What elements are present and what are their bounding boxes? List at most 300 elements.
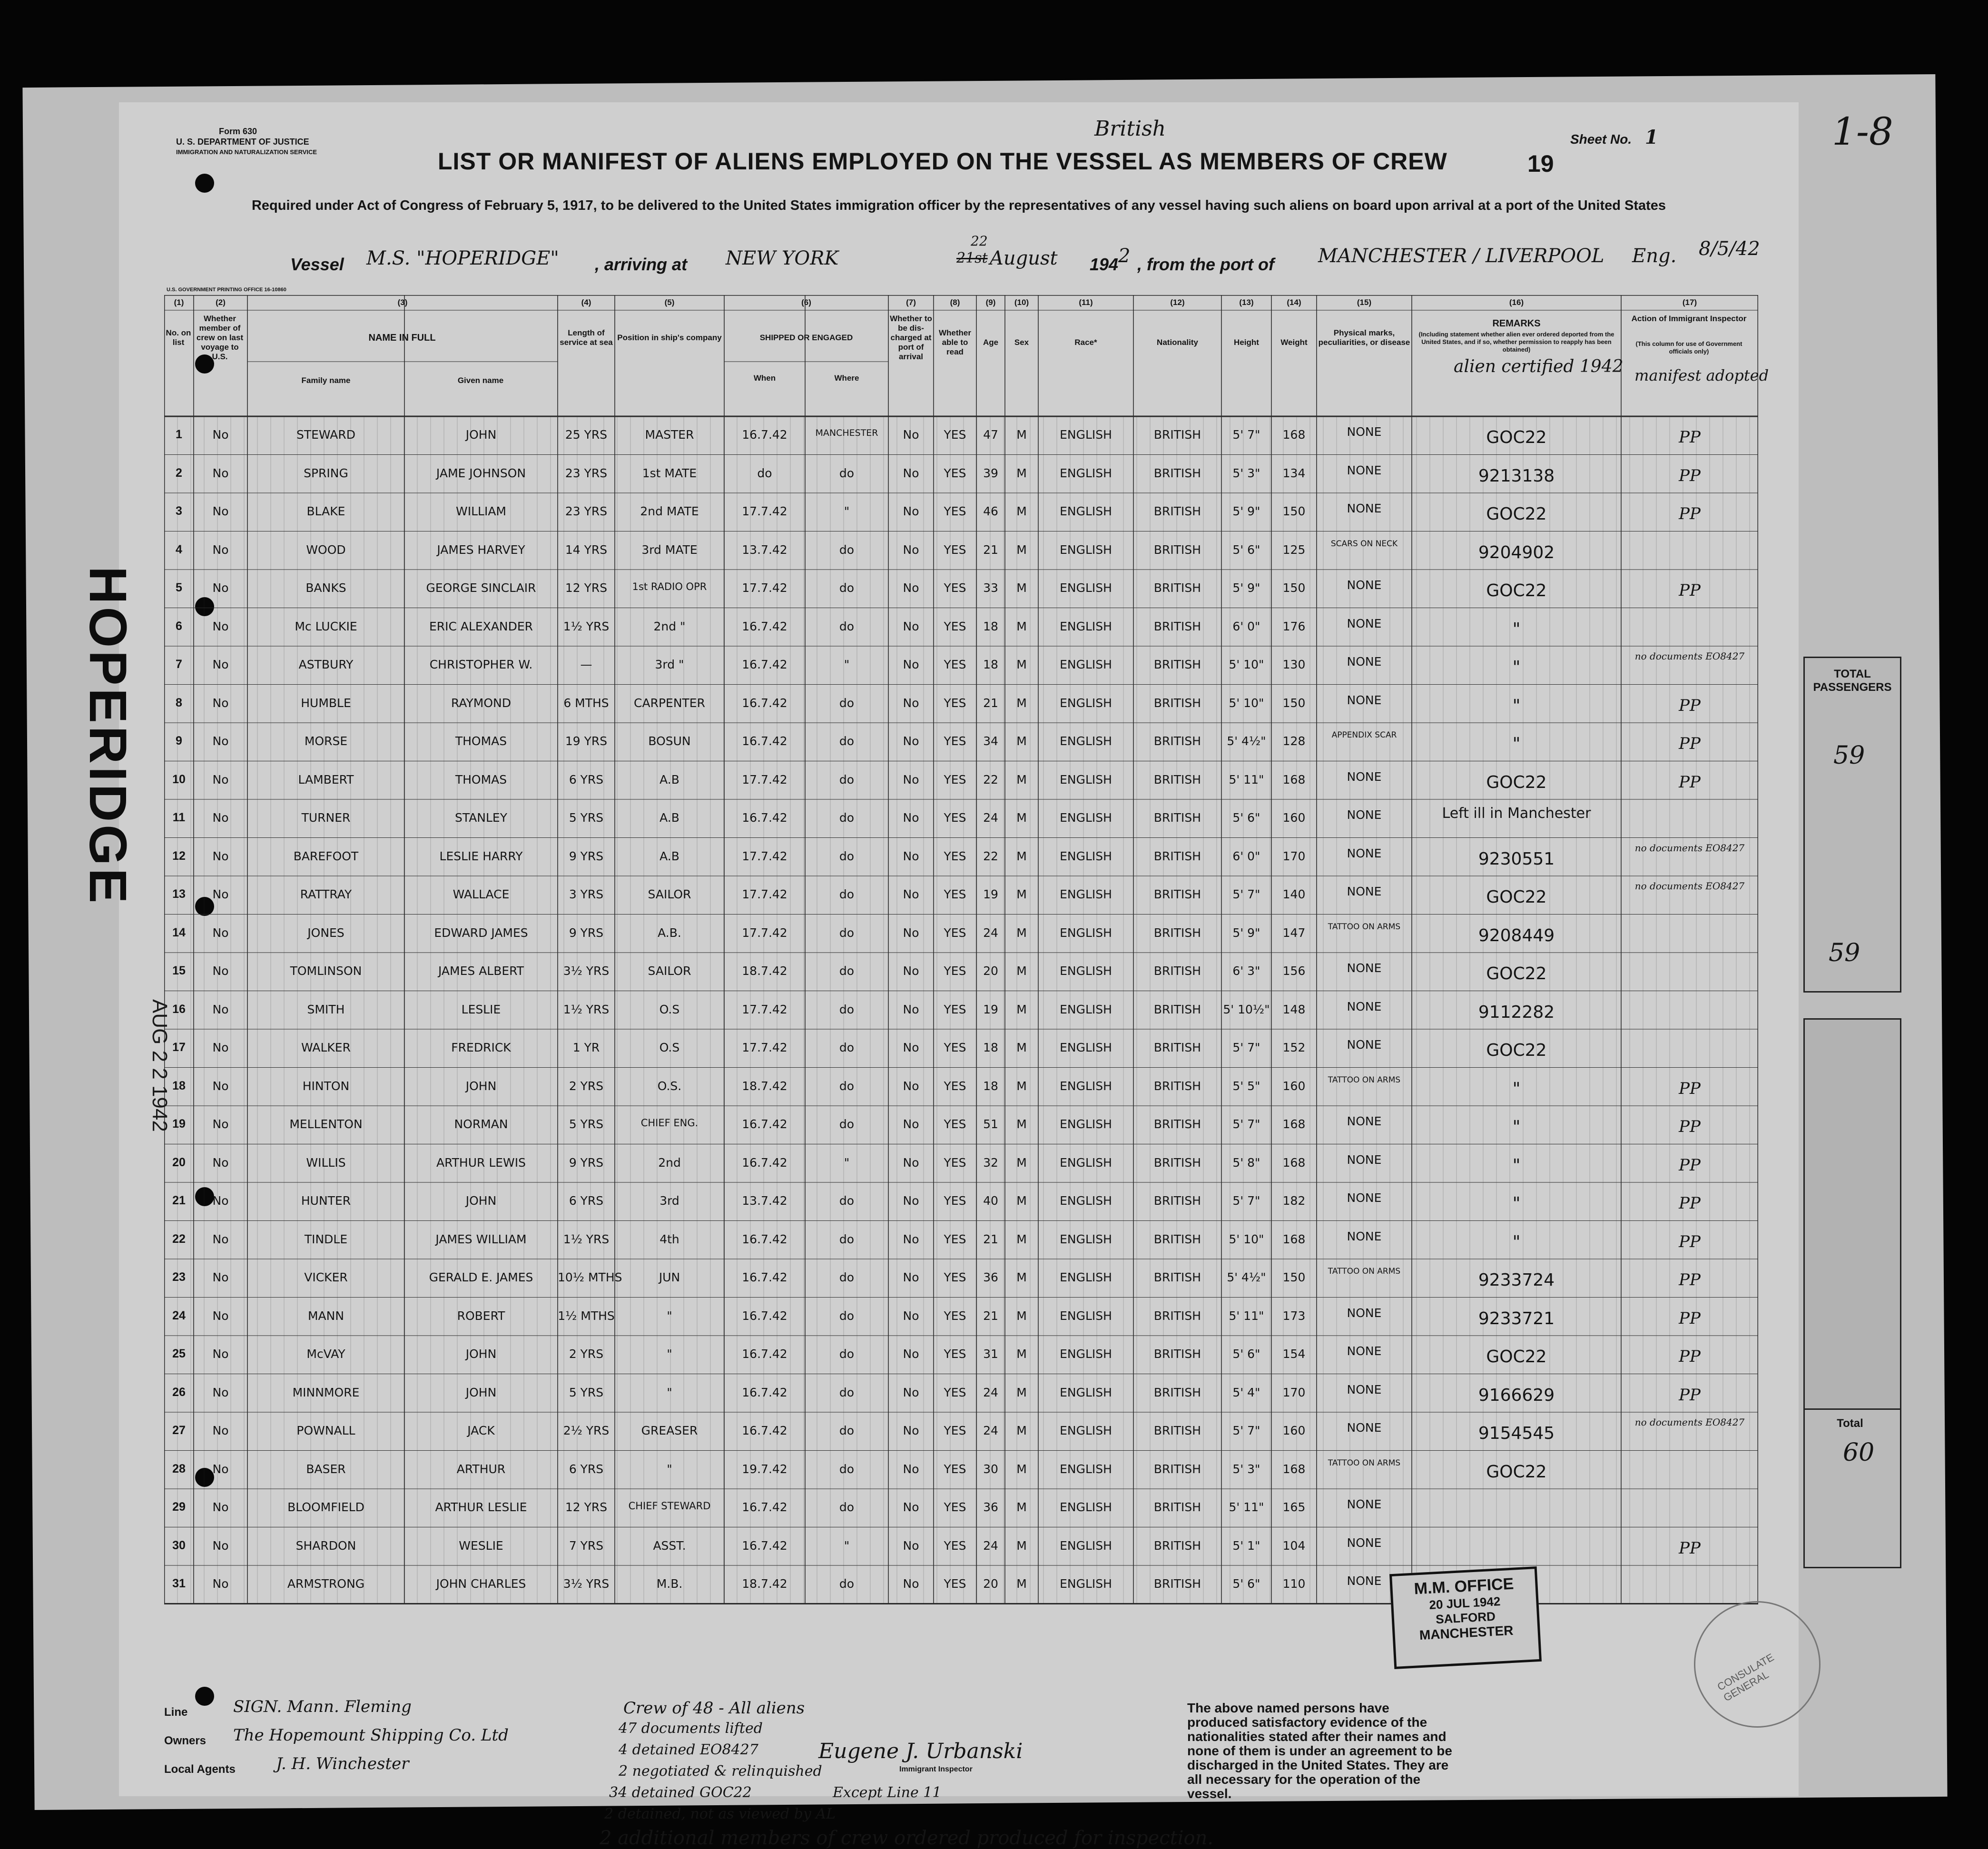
header-height: Height [1234,338,1259,347]
position: ASST. [653,1538,686,1553]
remarks: GOC22 [1486,1462,1547,1482]
row-number: 13 [172,887,186,901]
sex: M [1016,1155,1027,1170]
given-name: ROBERT [457,1308,505,1323]
totals-slip-1 [1803,657,1901,993]
position: " [667,1462,672,1476]
race: ENGLISH [1060,658,1112,671]
title-annotation: British [1094,117,1166,141]
inspector-action: PP [1679,1232,1701,1251]
remarks: 9233724 [1478,1270,1555,1290]
shipped-where: do [839,849,855,863]
family-name: JONES [307,925,344,940]
physical-marks: SCARS ON NECK [1330,539,1398,549]
shipped-where: do [839,1385,855,1399]
race: ENGLISH [1060,1041,1112,1054]
column-number: (7) [906,298,916,307]
family-name: POWNALL [296,1424,355,1437]
column-number: (3) [397,298,408,307]
race: ENGLISH [1060,1424,1112,1437]
table-row [164,953,1758,991]
length-of-service: 2½ YRS [563,1424,610,1437]
sex: M [1016,619,1027,633]
height: 5' 10" [1229,658,1264,671]
remarks: " [1512,696,1521,716]
total-value-3: 60 [1843,1438,1875,1467]
position: MASTER [645,428,694,442]
shipped-when: do [757,466,772,480]
row-number: 24 [172,1308,186,1322]
physical-marks: TATTOO ON ARMS [1328,1075,1401,1085]
physical-marks: NONE [1347,808,1382,822]
weight: 168 [1282,1462,1306,1476]
given-name: ARTHUR LEWIS [436,1155,526,1170]
line-value: SIGN. Mann. Fleming [233,1697,412,1716]
column-number: (14) [1287,298,1301,307]
position: 3rd " [655,658,684,671]
length-of-service: 19 YRS [565,734,608,748]
sex: M [1016,849,1027,863]
column-number: (11) [1079,298,1093,307]
shipped-when: 17.7.42 [742,772,787,787]
able-to-read: YES [944,658,966,671]
department-name: U. S. DEPARTMENT OF JUSTICE [176,137,309,147]
owners-label: Owners [164,1734,207,1747]
height: 5' 6" [1232,1347,1260,1361]
physical-marks: NONE [1347,578,1382,592]
shipped-where: " [844,504,850,518]
remarks: GOC22 [1486,504,1547,524]
given-name: THOMAS [455,772,507,787]
sex: M [1016,1308,1027,1323]
row-number: 7 [176,658,182,671]
discharged: No [903,1500,919,1514]
nationality: BRITISH [1153,619,1201,633]
shipped-where: do [839,1041,855,1054]
length-of-service: 9 YRS [569,1155,604,1170]
owners-value: The Hopemount Shipping Co. Ltd [233,1726,509,1745]
position: A.B. [658,925,681,940]
nationality: BRITISH [1153,504,1201,518]
family-name: McVAY [306,1347,345,1361]
length-of-service: 6 MTHS [563,696,609,710]
length-of-service: 1½ YRS [563,1232,610,1246]
table-row [164,1259,1758,1298]
last-voyage: No [212,581,229,595]
remarks: " [1512,658,1521,677]
arrival-port: NEW YORK [726,247,839,269]
header-action-inspector: Action of Immigrant Inspector [1631,314,1747,323]
length-of-service: 25 YRS [565,428,608,442]
discharged: No [903,1155,919,1170]
shipped-where: do [839,1424,855,1437]
shipped-when: 17.7.42 [742,1041,787,1054]
nationality: BRITISH [1153,1041,1201,1054]
given-name: JOHN CHARLES [436,1577,526,1591]
remarks: GOC22 [1486,887,1547,907]
race: ENGLISH [1060,1155,1112,1170]
weight: 134 [1282,466,1306,480]
remarks: " [1512,1232,1521,1252]
race: ENGLISH [1060,1308,1112,1323]
header-last-voyage: Whether member of crew on last voyage to U.S. [196,314,244,361]
race: ENGLISH [1060,466,1112,480]
given-name: WALLACE [453,887,510,901]
nationality: BRITISH [1153,428,1201,442]
shipped-when: 17.7.42 [742,849,787,863]
discharged: No [903,1347,919,1361]
position: A.B [659,849,679,863]
stamp-line-3: SALFORD [1435,1609,1496,1627]
column-number: (16) [1509,298,1524,307]
race: ENGLISH [1060,1538,1112,1553]
last-voyage: No [212,925,229,940]
footer-note-1: Crew of 48 - All aliens [623,1699,805,1718]
length-of-service: 1½ YRS [563,1002,610,1016]
length-of-service: 3½ YRS [563,1577,610,1591]
shipped-where: do [839,696,855,710]
last-voyage: No [212,542,229,557]
shipped-when: 19.7.42 [742,1462,787,1476]
length-of-service: 6 YRS [569,1194,604,1208]
row-number: 12 [172,849,186,863]
manifest-sheet [119,102,1799,1849]
position: O.S [659,1041,680,1054]
remarks: " [1512,1194,1521,1213]
nationality: BRITISH [1153,811,1201,825]
remarks: 9208449 [1478,925,1555,945]
position: CHIEF STEWARD [628,1500,711,1512]
form-header [176,126,317,157]
row-number: 18 [172,1079,186,1092]
weight: 160 [1282,811,1306,825]
last-voyage: No [212,1041,229,1054]
length-of-service: 3 YRS [569,887,604,901]
height: 5' 7" [1232,1424,1260,1437]
family-name: HUNTER [301,1194,351,1208]
nationality: BRITISH [1153,1347,1201,1361]
height: 5' 7" [1232,1194,1260,1208]
height: 6' 0" [1232,849,1260,863]
given-name: THOMAS [455,734,507,748]
age: 21 [983,1232,998,1246]
sex: M [1016,542,1027,557]
shipped-when: 16.7.42 [742,1538,787,1553]
document-title: LIST OR MANIFEST OF ALIENS EMPLOYED ON THE VESSEL AS MEMBERS OF CREW [438,148,1447,175]
row-number: 9 [176,734,182,747]
weight: 165 [1282,1500,1306,1514]
header-able-to-read: Whether able to read [939,328,971,356]
weight: 168 [1282,772,1306,787]
remarks: GOC22 [1486,772,1547,792]
sex: M [1016,428,1027,442]
shipped-where: do [839,581,855,595]
able-to-read: YES [944,734,966,748]
able-to-read: YES [944,1194,966,1208]
table-row [164,876,1758,915]
shipped-where: do [839,1462,855,1476]
discharged: No [903,1117,919,1131]
local-agents-value: J. H. Winchester [276,1754,409,1773]
table-row [164,838,1758,876]
row-number: 1 [176,428,182,441]
last-voyage: No [212,1270,229,1284]
remarks: " [1512,1079,1521,1099]
length-of-service: 3½ YRS [563,964,610,978]
weight: 160 [1282,1424,1306,1437]
footer-note-6: Except Line 11 [833,1784,942,1801]
sex: M [1016,466,1027,480]
remarks: GOC22 [1486,964,1547,984]
shipped-where: do [839,1308,855,1323]
height: 5' 4½" [1227,734,1266,748]
table-row [164,416,1758,455]
weight: 150 [1282,696,1306,710]
nationality: BRITISH [1153,1424,1201,1437]
height: 6' 0" [1232,619,1260,633]
nationality: BRITISH [1153,1577,1201,1591]
discharged: No [903,1270,919,1284]
sex: M [1016,887,1027,901]
physical-marks: NONE [1347,846,1382,860]
age: 40 [983,1194,998,1208]
row-number: 19 [172,1117,186,1131]
header-length-of-service: Length of service at sea [560,328,613,347]
age: 18 [983,1079,998,1093]
stamp-line-2: 20 JUL 1942 [1428,1594,1501,1612]
document-subtitle: Required under Act of Congress of February 5, 1917, to be delivered to the United States immigration officer by the representatives of any vessel having such aliens on board upon arrival at a port of the United States [251,198,1666,213]
position: " [667,1385,672,1399]
position: M.B. [656,1577,683,1591]
able-to-read: YES [944,466,966,480]
row-number: 10 [172,772,186,786]
table-row [164,915,1758,953]
age: 33 [983,581,998,595]
shipped-where: do [839,964,855,978]
header-sex: Sex [1014,338,1029,347]
shipped-where: do [839,772,855,787]
given-name: JOHN [465,1347,497,1361]
table-row [164,1298,1758,1336]
position: BOSUN [648,734,691,748]
inspector-action: PP [1679,1079,1701,1098]
shipped-where: do [839,1232,855,1246]
weight: 128 [1282,734,1306,748]
column-number: (4) [581,298,591,307]
table-row [164,1489,1758,1527]
race: ENGLISH [1060,428,1112,442]
age: 31 [983,1347,998,1361]
discharged: No [903,1041,919,1054]
position: O.S [659,1002,680,1016]
nationality: BRITISH [1153,658,1201,671]
able-to-read: YES [944,1462,966,1476]
discharged: No [903,1462,919,1476]
last-voyage: No [212,772,229,787]
shipped-when: 16.7.42 [742,1232,787,1246]
column-number: (1) [174,298,184,307]
position: O.S. [657,1079,682,1093]
physical-marks: NONE [1347,1191,1382,1205]
totals-slip-2 [1803,1018,1901,1473]
physical-marks: TATTOO ON ARMS [1328,922,1401,932]
from-port-label: , from the port of [1137,255,1274,274]
inspector-action: PP [1679,1385,1701,1405]
physical-marks: NONE [1347,1574,1382,1588]
weight: 176 [1282,619,1306,633]
given-name: NORMAN [454,1117,508,1131]
physical-marks: NONE [1347,425,1382,439]
last-voyage: No [212,1079,229,1093]
race: ENGLISH [1060,1002,1112,1016]
last-voyage: No [212,1500,229,1514]
shipped-when: 17.7.42 [742,1002,787,1016]
table-row [164,1182,1758,1221]
shipped-where: do [839,1002,855,1016]
inspector-action: PP [1679,1117,1701,1136]
weight: 148 [1282,1002,1306,1016]
age: 24 [983,1385,998,1399]
printing-office: U.S. GOVERNMENT PRINTING OFFICE 16-10860 [167,287,286,293]
able-to-read: YES [944,581,966,595]
remarks: " [1512,734,1521,754]
position: GREASER [641,1424,698,1437]
age: 30 [983,1462,998,1476]
nationality: BRITISH [1153,1232,1201,1246]
departure-port: MANCHESTER / LIVERPOOL [1318,245,1604,267]
family-name: ASTBURY [298,658,354,671]
sheet-number-label: Sheet No. [1570,132,1632,147]
shipped-when: 16.7.42 [742,1155,787,1170]
family-name: MELLENTON [289,1117,363,1131]
height: 5' 11" [1229,1308,1264,1323]
discharged: No [903,887,919,901]
able-to-read: YES [944,1232,966,1246]
nationality: BRITISH [1153,542,1201,557]
length-of-service: 2 YRS [569,1347,604,1361]
race: ENGLISH [1060,1194,1112,1208]
position: A.B [659,811,679,825]
length-of-service: 1½ MTHS [558,1308,615,1323]
discharged: No [903,1194,919,1208]
height: 5' 8" [1232,1155,1260,1170]
race: ENGLISH [1060,1232,1112,1246]
physical-marks: NONE [1347,1344,1382,1358]
family-name: MORSE [304,734,348,748]
discharged: No [903,849,919,863]
age: 47 [983,428,998,442]
able-to-read: YES [944,887,966,901]
age: 19 [983,887,998,901]
age: 19 [983,1002,998,1016]
sex: M [1016,696,1027,710]
age: 18 [983,658,998,671]
shipped-where: do [839,619,855,633]
shipped-where: do [839,466,855,480]
header-no-on-list: No. on list [166,328,191,347]
sex: M [1016,1079,1027,1093]
family-name: ARMSTRONG [287,1577,365,1591]
physical-marks: NONE [1347,1421,1382,1435]
remarks: 9154545 [1478,1424,1555,1443]
physical-marks: NONE [1347,1229,1382,1243]
header-name-in-full: NAME IN FULL [368,333,436,343]
able-to-read: YES [944,1117,966,1131]
race: ENGLISH [1060,887,1112,901]
family-name: MINNMORE [292,1385,360,1399]
age: 46 [983,504,998,518]
remarks: GOC22 [1486,581,1547,600]
height: 5' 6" [1232,1577,1260,1591]
table-row [164,455,1758,493]
age: 21 [983,696,998,710]
given-name: EDWARD JAMES [434,925,528,940]
row-number: 5 [176,581,182,594]
nationality: BRITISH [1153,887,1201,901]
nationality: BRITISH [1153,849,1201,863]
height: 5' 1" [1232,1538,1260,1553]
last-voyage: No [212,1385,229,1399]
shipped-when: 16.7.42 [742,1270,787,1284]
height: 5' 7" [1232,428,1260,442]
shipped-where: do [839,887,855,901]
last-voyage: No [212,964,229,978]
last-voyage: No [212,734,229,748]
discharged: No [903,1424,919,1437]
row-number: 21 [172,1194,186,1207]
table-row [164,1336,1758,1374]
remarks: Left ill in Manchester [1442,805,1591,822]
arrival-month: August [990,247,1058,269]
age: 51 [983,1117,998,1131]
position: SAILOR [648,964,691,978]
inspector-action: PP [1679,1155,1701,1175]
row-number: 31 [172,1577,186,1590]
given-name: JAMES HARVEY [437,542,525,557]
shipped-when: 17.7.42 [742,581,787,595]
physical-marks: APPENDIX SCAR [1331,730,1397,740]
position: 2nd MATE [640,504,699,518]
height: 5' 6" [1232,542,1260,557]
arrival-day-struck: 21st [956,250,988,266]
height: 5' 10" [1229,696,1264,710]
age: 39 [983,466,998,480]
length-of-service: 10½ MTHS [558,1270,622,1284]
position: 1st RADIO OPR [632,581,707,592]
totals-slip-3 [1803,1408,1901,1568]
sex: M [1016,1462,1027,1476]
table-row [164,1451,1758,1489]
race: ENGLISH [1060,1079,1112,1093]
nationality: BRITISH [1153,1117,1201,1131]
discharged: No [903,925,919,940]
row-number: 20 [172,1155,186,1169]
footer-note-4: 2 negotiated & relinquished [619,1763,822,1780]
shipped-when: 13.7.42 [742,542,787,557]
last-voyage: No [212,1002,229,1016]
age: 20 [983,964,998,978]
weight: 152 [1282,1041,1306,1054]
length-of-service: 6 YRS [569,1462,604,1476]
sex: M [1016,1385,1027,1399]
given-name: FREDRICK [451,1041,511,1054]
sex: M [1016,504,1027,518]
sheet-number-field [1570,126,1658,148]
age: 18 [983,619,998,633]
weight: 168 [1282,1232,1306,1246]
race: ENGLISH [1060,619,1112,633]
header-age: Age [983,338,999,347]
